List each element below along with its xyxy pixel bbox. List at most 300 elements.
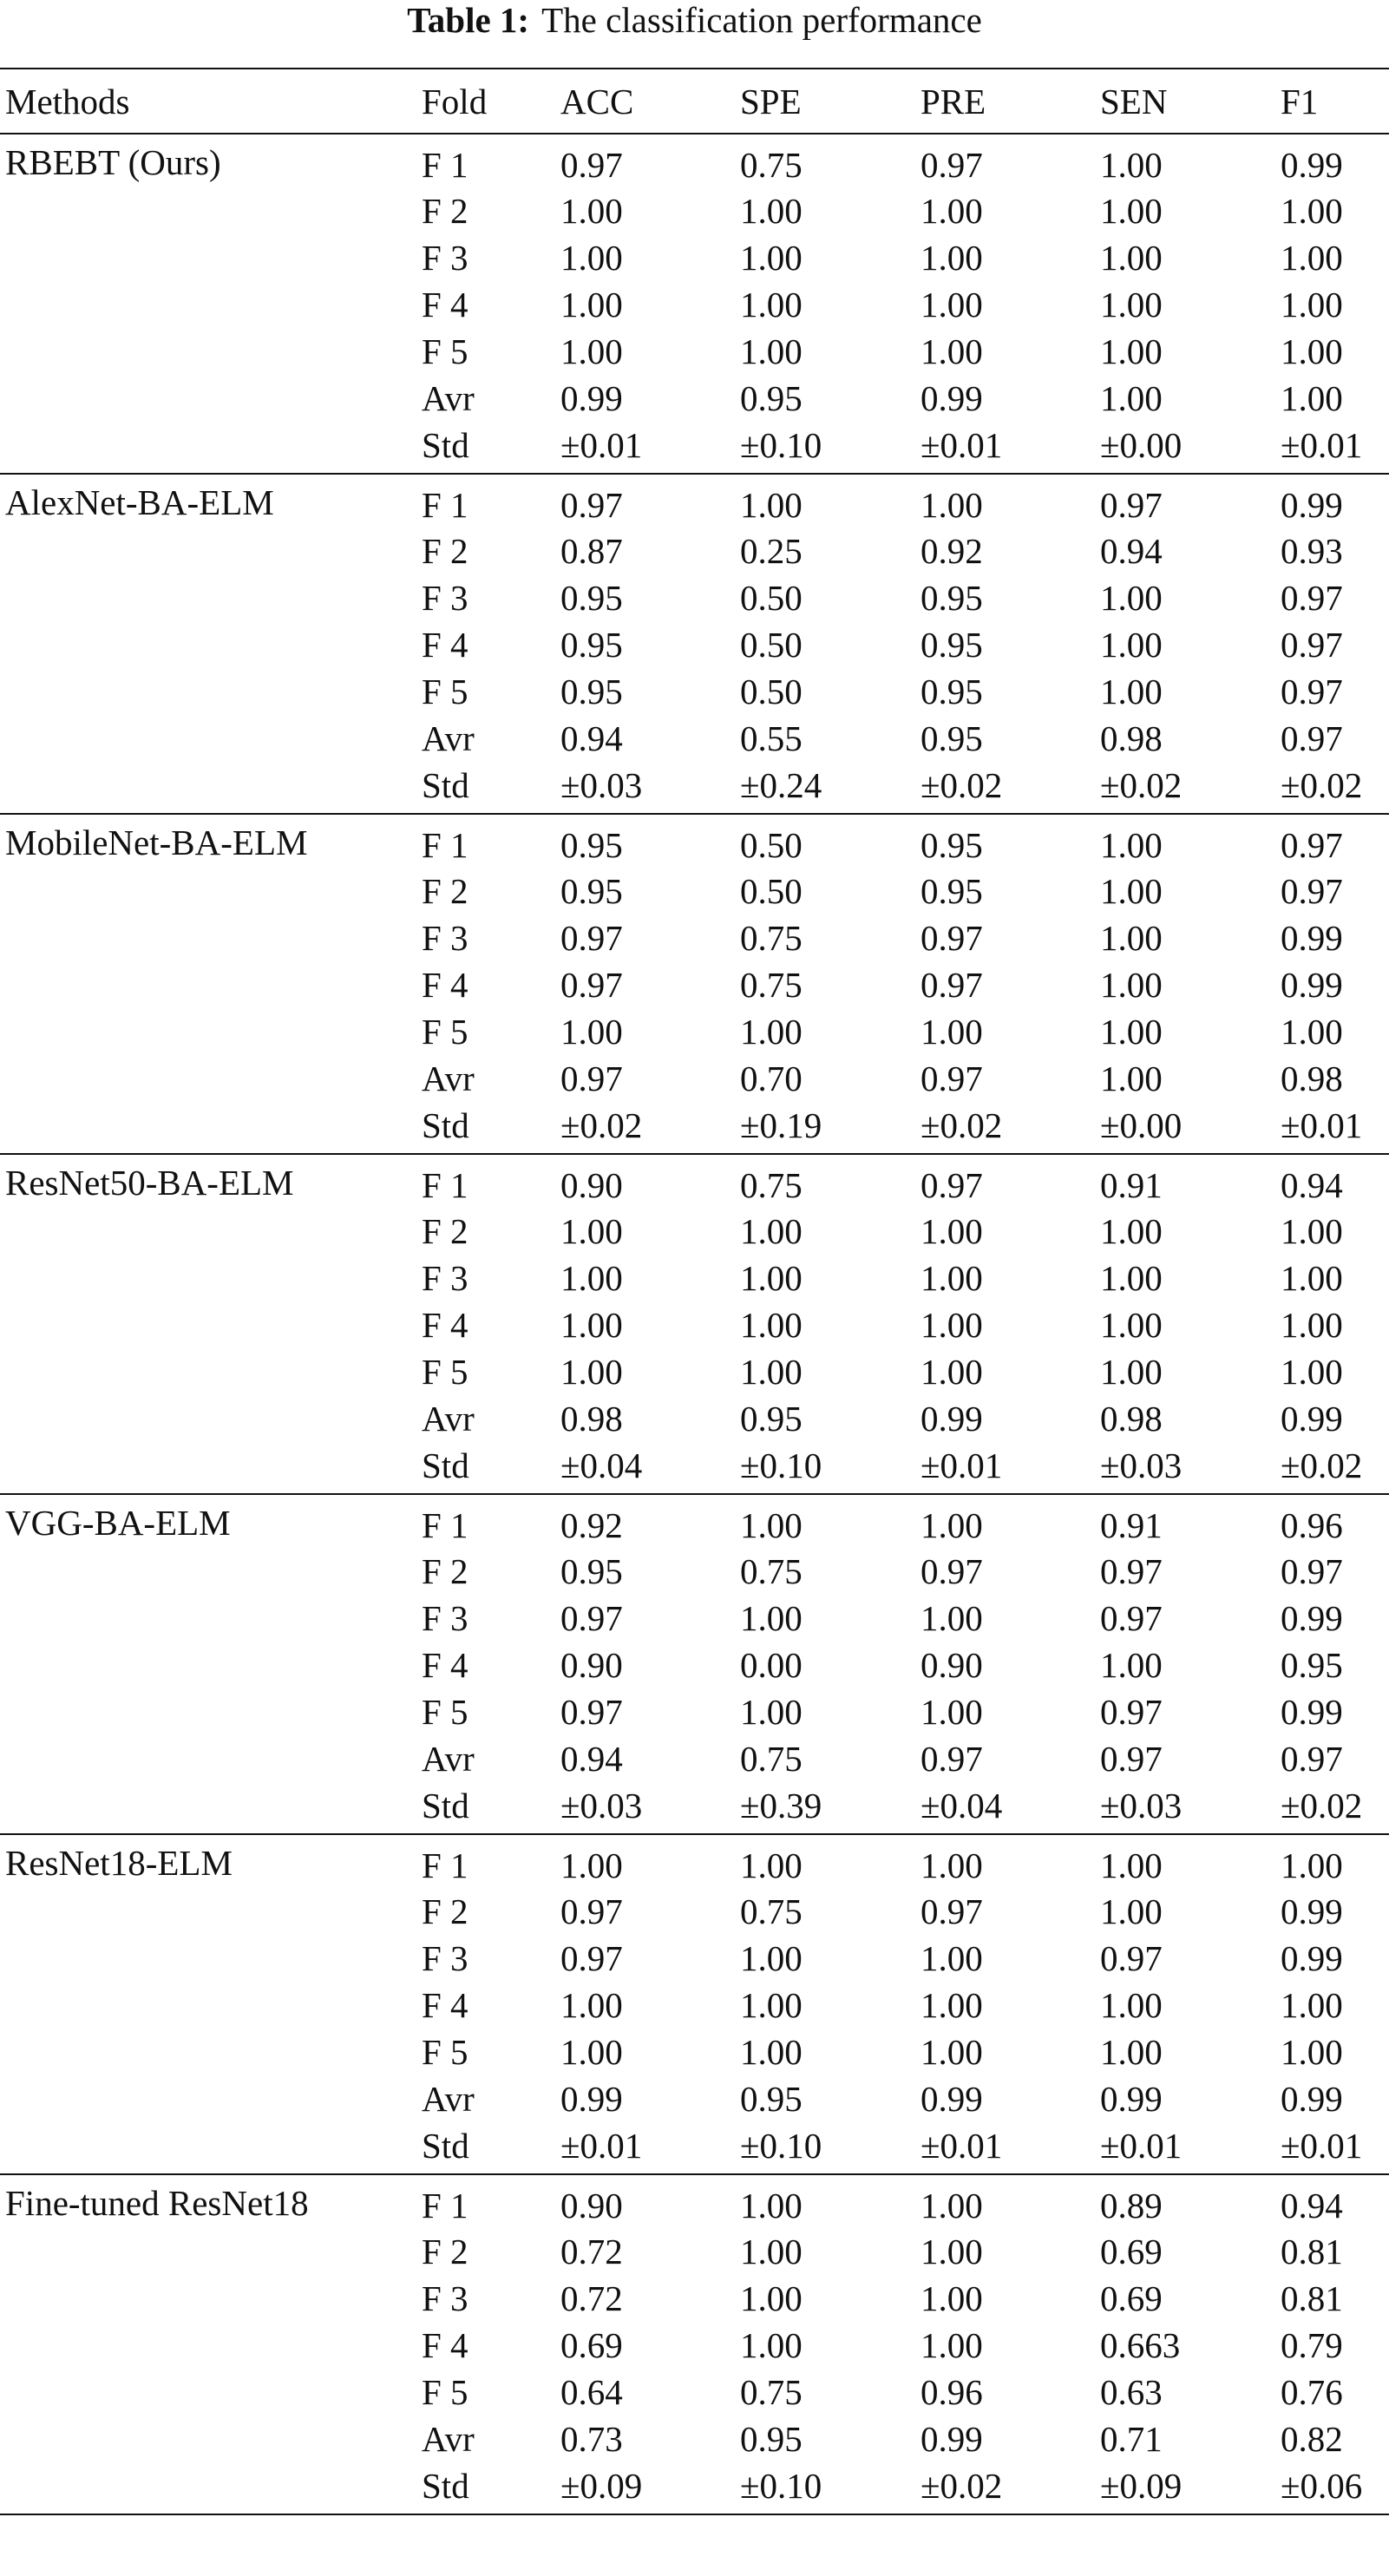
- f1-cell: ±0.02: [1275, 1442, 1389, 1494]
- sen-cell: ±0.09: [1095, 2462, 1275, 2514]
- spe-cell: 0.50: [740, 625, 803, 665]
- pre-cell: ±0.02: [915, 762, 1095, 814]
- method-empty-cell: [0, 574, 416, 621]
- table-row: [0, 961, 1389, 1008]
- method-empty-cell: [0, 1348, 416, 1395]
- sen-cell: ±0.00: [1095, 1102, 1275, 1154]
- f1-cell: 0.99: [1281, 144, 1343, 185]
- fold-cell: F 1: [422, 1164, 468, 1205]
- f1-cell: 0.97: [1281, 824, 1343, 865]
- header-f1: F1: [1275, 69, 1389, 134]
- sen-cell: 0.69: [1100, 2278, 1163, 2318]
- fold-cell: F 2: [422, 531, 468, 571]
- f1-cell: ±0.02: [1275, 762, 1389, 814]
- pre-cell: 1.00: [921, 2325, 983, 2365]
- table-row: [0, 134, 1389, 187]
- f1-cell: 0.97: [1281, 718, 1343, 758]
- table-row: [0, 1301, 1389, 1348]
- fold-cell: F 4: [422, 1985, 468, 2025]
- sen-cell: 0.71: [1100, 2419, 1163, 2459]
- spe-cell: 0.50: [740, 871, 803, 911]
- f1-cell: ±0.01: [1275, 2122, 1389, 2174]
- pre-cell: 1.00: [921, 1352, 983, 1392]
- table-row: [0, 474, 1389, 528]
- pre-cell: 1.00: [921, 238, 983, 278]
- method-empty-cell: [0, 1102, 416, 1154]
- fold-cell: F 2: [422, 1891, 468, 1931]
- spe-cell: 0.95: [740, 2419, 803, 2459]
- acc-cell: 0.95: [560, 578, 623, 618]
- f1-cell: 0.97: [1281, 1739, 1343, 1779]
- table-row: [0, 914, 1389, 961]
- sen-cell: 1.00: [1100, 191, 1163, 231]
- sen-cell: 1.00: [1100, 672, 1163, 711]
- spe-cell: 1.00: [740, 1211, 803, 1251]
- fold-cell: F 3: [422, 1258, 468, 1298]
- spe-cell: 1.00: [740, 238, 803, 278]
- table-row: [0, 528, 1389, 574]
- sen-cell: 1.00: [1100, 1845, 1163, 1885]
- sen-cell: 0.89: [1100, 2185, 1163, 2225]
- sen-cell: 1.00: [1100, 1645, 1163, 1685]
- f1-cell: 0.93: [1281, 531, 1343, 571]
- table-row: [0, 1442, 1389, 1494]
- spe-cell: 0.75: [740, 1739, 803, 1779]
- acc-cell: 1.00: [560, 1845, 623, 1885]
- f1-cell: 1.00: [1281, 1985, 1343, 2025]
- fold-cell: Std: [416, 1442, 555, 1494]
- pre-cell: 1.00: [921, 1012, 983, 1052]
- table-row: [0, 187, 1389, 234]
- sen-cell: 1.00: [1100, 285, 1163, 324]
- table-row: [0, 1782, 1389, 1834]
- caption-label: Table 1:: [407, 0, 530, 40]
- sen-cell: 1.00: [1100, 1211, 1163, 1251]
- fold-cell: F 4: [422, 2325, 468, 2365]
- method-name-cell: ResNet18-ELM: [5, 1843, 233, 1883]
- fold-cell: Avr: [422, 1739, 475, 1779]
- method-empty-cell: [0, 1395, 416, 1442]
- table-row: [0, 1595, 1389, 1642]
- method-empty-cell: [0, 2322, 416, 2369]
- table-row: [0, 1548, 1389, 1595]
- spe-cell: ±0.19: [735, 1102, 915, 1154]
- spe-cell: 1.00: [740, 2185, 803, 2225]
- pre-cell: 0.95: [921, 672, 983, 711]
- caption-text: The classification performance: [541, 0, 982, 40]
- fold-cell: Std: [416, 422, 555, 474]
- pre-cell: 0.97: [921, 918, 983, 958]
- pre-cell: 0.99: [921, 1399, 983, 1439]
- spe-cell: ±0.39: [735, 1782, 915, 1834]
- sen-cell: 0.97: [1100, 1739, 1163, 1779]
- pre-cell: 0.95: [921, 824, 983, 865]
- table-row: [0, 762, 1389, 814]
- fold-cell: F 1: [422, 1845, 468, 1885]
- f1-cell: 1.00: [1281, 191, 1343, 231]
- spe-cell: 1.00: [740, 1985, 803, 2025]
- fold-cell: F 4: [422, 965, 468, 1005]
- table-row: [0, 328, 1389, 375]
- f1-cell: 1.00: [1281, 2032, 1343, 2072]
- spe-cell: 0.75: [740, 1551, 803, 1591]
- f1-cell: 1.00: [1281, 331, 1343, 371]
- acc-cell: 0.95: [560, 1551, 623, 1591]
- acc-cell: ±0.03: [555, 1782, 735, 1834]
- pre-cell: 0.95: [921, 578, 983, 618]
- acc-cell: 1.00: [560, 1211, 623, 1251]
- pre-cell: 0.99: [921, 378, 983, 418]
- method-empty-cell: [0, 1008, 416, 1055]
- pre-cell: 1.00: [921, 2278, 983, 2318]
- acc-cell: 0.98: [560, 1399, 623, 1439]
- spe-cell: 0.75: [740, 1164, 803, 1205]
- fold-cell: F 3: [422, 918, 468, 958]
- table-row: [0, 2369, 1389, 2415]
- method-empty-cell: [0, 187, 416, 234]
- pre-cell: 1.00: [921, 1504, 983, 1545]
- table-row: [0, 1834, 1389, 1888]
- pre-cell: 0.90: [921, 1645, 983, 1685]
- pre-cell: 0.97: [921, 1059, 983, 1098]
- f1-cell: ±0.01: [1275, 422, 1389, 474]
- method-empty-cell: [0, 715, 416, 762]
- f1-cell: 1.00: [1281, 238, 1343, 278]
- table-row: [0, 868, 1389, 914]
- acc-cell: 1.00: [560, 285, 623, 324]
- method-name-cell: AlexNet-BA-ELM: [5, 482, 274, 522]
- sen-cell: 1.00: [1100, 965, 1163, 1005]
- fold-cell: F 1: [422, 144, 468, 185]
- sen-cell: 1.00: [1100, 2032, 1163, 2072]
- acc-cell: 0.92: [560, 1504, 623, 1545]
- f1-cell: 0.94: [1281, 1164, 1343, 1205]
- spe-cell: 1.00: [740, 1845, 803, 1885]
- f1-cell: 0.97: [1281, 672, 1343, 711]
- acc-cell: 0.97: [560, 144, 623, 185]
- f1-cell: 0.97: [1281, 578, 1343, 618]
- spe-cell: 0.95: [740, 2079, 803, 2119]
- pre-cell: 0.97: [921, 1164, 983, 1205]
- f1-cell: 0.99: [1281, 2079, 1343, 2119]
- f1-cell: 0.99: [1281, 1692, 1343, 1732]
- fold-cell: F 3: [422, 1938, 468, 1978]
- acc-cell: 1.00: [560, 1305, 623, 1345]
- header-acc: ACC: [555, 69, 735, 134]
- sen-cell: ±0.03: [1095, 1782, 1275, 1834]
- sen-cell: 0.98: [1100, 1399, 1163, 1439]
- acc-cell: 1.00: [560, 1012, 623, 1052]
- table-row: [0, 2029, 1389, 2075]
- spe-cell: 0.50: [740, 672, 803, 711]
- header-row: [0, 69, 1389, 134]
- f1-cell: 0.99: [1281, 484, 1343, 525]
- fold-cell: F 5: [422, 1012, 468, 1052]
- sen-cell: 1.00: [1100, 1985, 1163, 2025]
- spe-cell: 1.00: [740, 1305, 803, 1345]
- sen-cell: 1.00: [1100, 824, 1163, 865]
- sen-cell: 0.99: [1100, 2079, 1163, 2119]
- table-row: [0, 814, 1389, 868]
- table-row: [0, 1735, 1389, 1782]
- sen-cell: 0.97: [1100, 1551, 1163, 1591]
- spe-cell: 1.00: [740, 1352, 803, 1392]
- method-empty-cell: [0, 1548, 416, 1595]
- sen-cell: 0.69: [1100, 2232, 1163, 2271]
- acc-cell: 0.90: [560, 1645, 623, 1685]
- pre-cell: 1.00: [921, 1598, 983, 1638]
- sen-cell: 1.00: [1100, 238, 1163, 278]
- f1-cell: 0.97: [1281, 871, 1343, 911]
- f1-cell: ±0.01: [1275, 1102, 1389, 1154]
- fold-cell: F 3: [422, 1598, 468, 1638]
- pre-cell: ±0.01: [915, 1442, 1095, 1494]
- method-empty-cell: [0, 2029, 416, 2075]
- method-name-cell: Fine-tuned ResNet18: [5, 2183, 309, 2223]
- method-empty-cell: [0, 961, 416, 1008]
- method-empty-cell: [0, 1255, 416, 1301]
- acc-cell: 0.95: [560, 625, 623, 665]
- pre-cell: 1.00: [921, 1258, 983, 1298]
- acc-cell: 0.94: [560, 718, 623, 758]
- table-row: [0, 1102, 1389, 1154]
- table-row: [0, 2174, 1389, 2228]
- table-row: [0, 2075, 1389, 2122]
- table-row: [0, 621, 1389, 668]
- method-empty-cell: [0, 2462, 416, 2514]
- method-empty-cell: [0, 1442, 416, 1494]
- sen-cell: 0.98: [1100, 718, 1163, 758]
- table-caption: [0, 0, 1389, 38]
- fold-cell: F 5: [422, 1352, 468, 1392]
- acc-cell: 0.69: [560, 2325, 623, 2365]
- acc-cell: 0.72: [560, 2232, 623, 2271]
- f1-cell: 1.00: [1281, 1258, 1343, 1298]
- method-empty-cell: [0, 2228, 416, 2275]
- sen-cell: ±0.03: [1095, 1442, 1275, 1494]
- method-empty-cell: [0, 2275, 416, 2322]
- fold-cell: Std: [416, 2462, 555, 2514]
- sen-cell: 0.97: [1100, 1938, 1163, 1978]
- spe-cell: 0.75: [740, 965, 803, 1005]
- spe-cell: 1.00: [740, 2032, 803, 2072]
- sen-cell: 0.663: [1100, 2325, 1181, 2365]
- table-row: [0, 1982, 1389, 2029]
- sen-cell: 0.97: [1100, 484, 1163, 525]
- fold-cell: Avr: [422, 2079, 475, 2119]
- acc-cell: 1.00: [560, 191, 623, 231]
- f1-cell: 1.00: [1281, 285, 1343, 324]
- spe-cell: 0.55: [740, 718, 803, 758]
- acc-cell: ±0.04: [555, 1442, 735, 1494]
- table-row: [0, 2228, 1389, 2275]
- f1-cell: 1.00: [1281, 1845, 1343, 1885]
- table-row: [0, 2275, 1389, 2322]
- f1-cell: 0.81: [1281, 2278, 1343, 2318]
- f1-cell: 1.00: [1281, 1012, 1343, 1052]
- pre-cell: 0.97: [921, 1891, 983, 1931]
- pre-cell: 0.97: [921, 965, 983, 1005]
- f1-cell: 0.95: [1281, 1645, 1343, 1685]
- table-row: [0, 1935, 1389, 1982]
- spe-cell: 1.00: [740, 1504, 803, 1545]
- spe-cell: 1.00: [740, 484, 803, 525]
- pre-cell: 1.00: [921, 1211, 983, 1251]
- fold-cell: F 5: [422, 331, 468, 371]
- table-row: [0, 1008, 1389, 1055]
- fold-cell: F 3: [422, 578, 468, 618]
- acc-cell: 1.00: [560, 238, 623, 278]
- method-empty-cell: [0, 281, 416, 328]
- spe-cell: 0.75: [740, 1891, 803, 1931]
- acc-cell: ±0.09: [555, 2462, 735, 2514]
- fold-cell: F 3: [422, 238, 468, 278]
- acc-cell: 1.00: [560, 1258, 623, 1298]
- fold-cell: F 1: [422, 824, 468, 865]
- f1-cell: 1.00: [1281, 1305, 1343, 1345]
- f1-cell: 0.81: [1281, 2232, 1343, 2271]
- table-row: [0, 1688, 1389, 1735]
- spe-cell: 0.75: [740, 144, 803, 185]
- method-empty-cell: [0, 914, 416, 961]
- table-row: [0, 574, 1389, 621]
- acc-cell: 0.97: [560, 1598, 623, 1638]
- spe-cell: 1.00: [740, 1258, 803, 1298]
- method-empty-cell: [0, 1642, 416, 1688]
- f1-cell: 0.79: [1281, 2325, 1343, 2365]
- pre-cell: ±0.04: [915, 1782, 1095, 1834]
- table-row: [0, 2415, 1389, 2462]
- pre-cell: 0.97: [921, 144, 983, 185]
- spe-cell: 0.95: [740, 378, 803, 418]
- f1-cell: 0.94: [1281, 2185, 1343, 2225]
- method-empty-cell: [0, 1055, 416, 1102]
- acc-cell: 0.94: [560, 1739, 623, 1779]
- acc-cell: 0.72: [560, 2278, 623, 2318]
- fold-cell: F 3: [422, 2278, 468, 2318]
- method-empty-cell: [0, 762, 416, 814]
- fold-cell: F 2: [422, 2232, 468, 2271]
- sen-cell: 0.97: [1100, 1692, 1163, 1732]
- sen-cell: 1.00: [1100, 144, 1163, 185]
- f1-cell: 0.82: [1281, 2419, 1343, 2459]
- acc-cell: ±0.01: [555, 422, 735, 474]
- table-row: [0, 1494, 1389, 1548]
- spe-cell: ±0.10: [735, 422, 915, 474]
- f1-cell: 1.00: [1281, 378, 1343, 418]
- table-row: [0, 1348, 1389, 1395]
- sen-cell: 1.00: [1100, 918, 1163, 958]
- acc-cell: 0.90: [560, 2185, 623, 2225]
- fold-cell: F 5: [422, 1692, 468, 1732]
- pre-cell: 1.00: [921, 1692, 983, 1732]
- spe-cell: ±0.10: [735, 2462, 915, 2514]
- table-row: [0, 1208, 1389, 1255]
- spe-cell: 1.00: [740, 191, 803, 231]
- spe-cell: 1.00: [740, 2278, 803, 2318]
- fold-cell: Std: [416, 1102, 555, 1154]
- acc-cell: ±0.03: [555, 762, 735, 814]
- f1-cell: 0.97: [1281, 625, 1343, 665]
- sen-cell: 1.00: [1100, 1305, 1163, 1345]
- header-sen: SEN: [1095, 69, 1275, 134]
- sen-cell: 0.91: [1100, 1504, 1163, 1545]
- spe-cell: ±0.10: [735, 2122, 915, 2174]
- classification-performance-table: [0, 68, 1389, 2515]
- pre-cell: 1.00: [921, 1938, 983, 1978]
- pre-cell: 0.96: [921, 2372, 983, 2412]
- table-row: [0, 1055, 1389, 1102]
- table-row: [0, 715, 1389, 762]
- table-row: [0, 375, 1389, 422]
- method-name-cell: ResNet50-BA-ELM: [5, 1163, 294, 1203]
- header-methods: Methods: [0, 69, 416, 134]
- f1-cell: ±0.02: [1275, 1782, 1389, 1834]
- pre-cell: 1.00: [921, 2232, 983, 2271]
- acc-cell: 0.95: [560, 824, 623, 865]
- pre-cell: ±0.01: [915, 2122, 1095, 2174]
- method-empty-cell: [0, 234, 416, 281]
- sen-cell: 0.97: [1100, 1598, 1163, 1638]
- table-row: [0, 234, 1389, 281]
- f1-cell: 0.96: [1281, 1504, 1343, 1545]
- acc-cell: ±0.02: [555, 1102, 735, 1154]
- f1-cell: 0.99: [1281, 1891, 1343, 1931]
- acc-cell: 0.97: [560, 484, 623, 525]
- spe-cell: 1.00: [740, 285, 803, 324]
- pre-cell: 0.97: [921, 1551, 983, 1591]
- sen-cell: 0.63: [1100, 2372, 1163, 2412]
- f1-cell: 0.99: [1281, 1399, 1343, 1439]
- pre-cell: 0.95: [921, 625, 983, 665]
- sen-cell: 1.00: [1100, 625, 1163, 665]
- f1-cell: 0.98: [1281, 1059, 1343, 1098]
- method-empty-cell: [0, 1688, 416, 1735]
- sen-cell: 0.91: [1100, 1164, 1163, 1205]
- method-empty-cell: [0, 868, 416, 914]
- header-spe: SPE: [735, 69, 915, 134]
- fold-cell: F 5: [422, 2372, 468, 2412]
- table-row: [0, 1154, 1389, 1208]
- method-name-cell: RBEBT (Ours): [5, 142, 221, 182]
- table-row: [0, 2122, 1389, 2174]
- fold-cell: F 4: [422, 625, 468, 665]
- sen-cell: ±0.00: [1095, 422, 1275, 474]
- fold-cell: Avr: [422, 2419, 475, 2459]
- pre-cell: 1.00: [921, 1985, 983, 2025]
- method-empty-cell: [0, 422, 416, 474]
- pre-cell: 1.00: [921, 1305, 983, 1345]
- f1-cell: 0.76: [1281, 2372, 1343, 2412]
- sen-cell: 1.00: [1100, 1258, 1163, 1298]
- spe-cell: 1.00: [740, 1598, 803, 1638]
- spe-cell: 0.25: [740, 531, 803, 571]
- acc-cell: 1.00: [560, 2032, 623, 2072]
- spe-cell: 1.00: [740, 331, 803, 371]
- table-row: [0, 1395, 1389, 1442]
- f1-cell: 0.97: [1281, 1551, 1343, 1591]
- acc-cell: ±0.01: [555, 2122, 735, 2174]
- fold-cell: F 4: [422, 1305, 468, 1345]
- fold-cell: Std: [416, 1782, 555, 1834]
- method-empty-cell: [0, 1735, 416, 1782]
- spe-cell: 1.00: [740, 2325, 803, 2365]
- f1-cell: 1.00: [1281, 1352, 1343, 1392]
- f1-cell: 0.99: [1281, 1938, 1343, 1978]
- pre-cell: 1.00: [921, 191, 983, 231]
- pre-cell: 0.95: [921, 871, 983, 911]
- method-empty-cell: [0, 1888, 416, 1935]
